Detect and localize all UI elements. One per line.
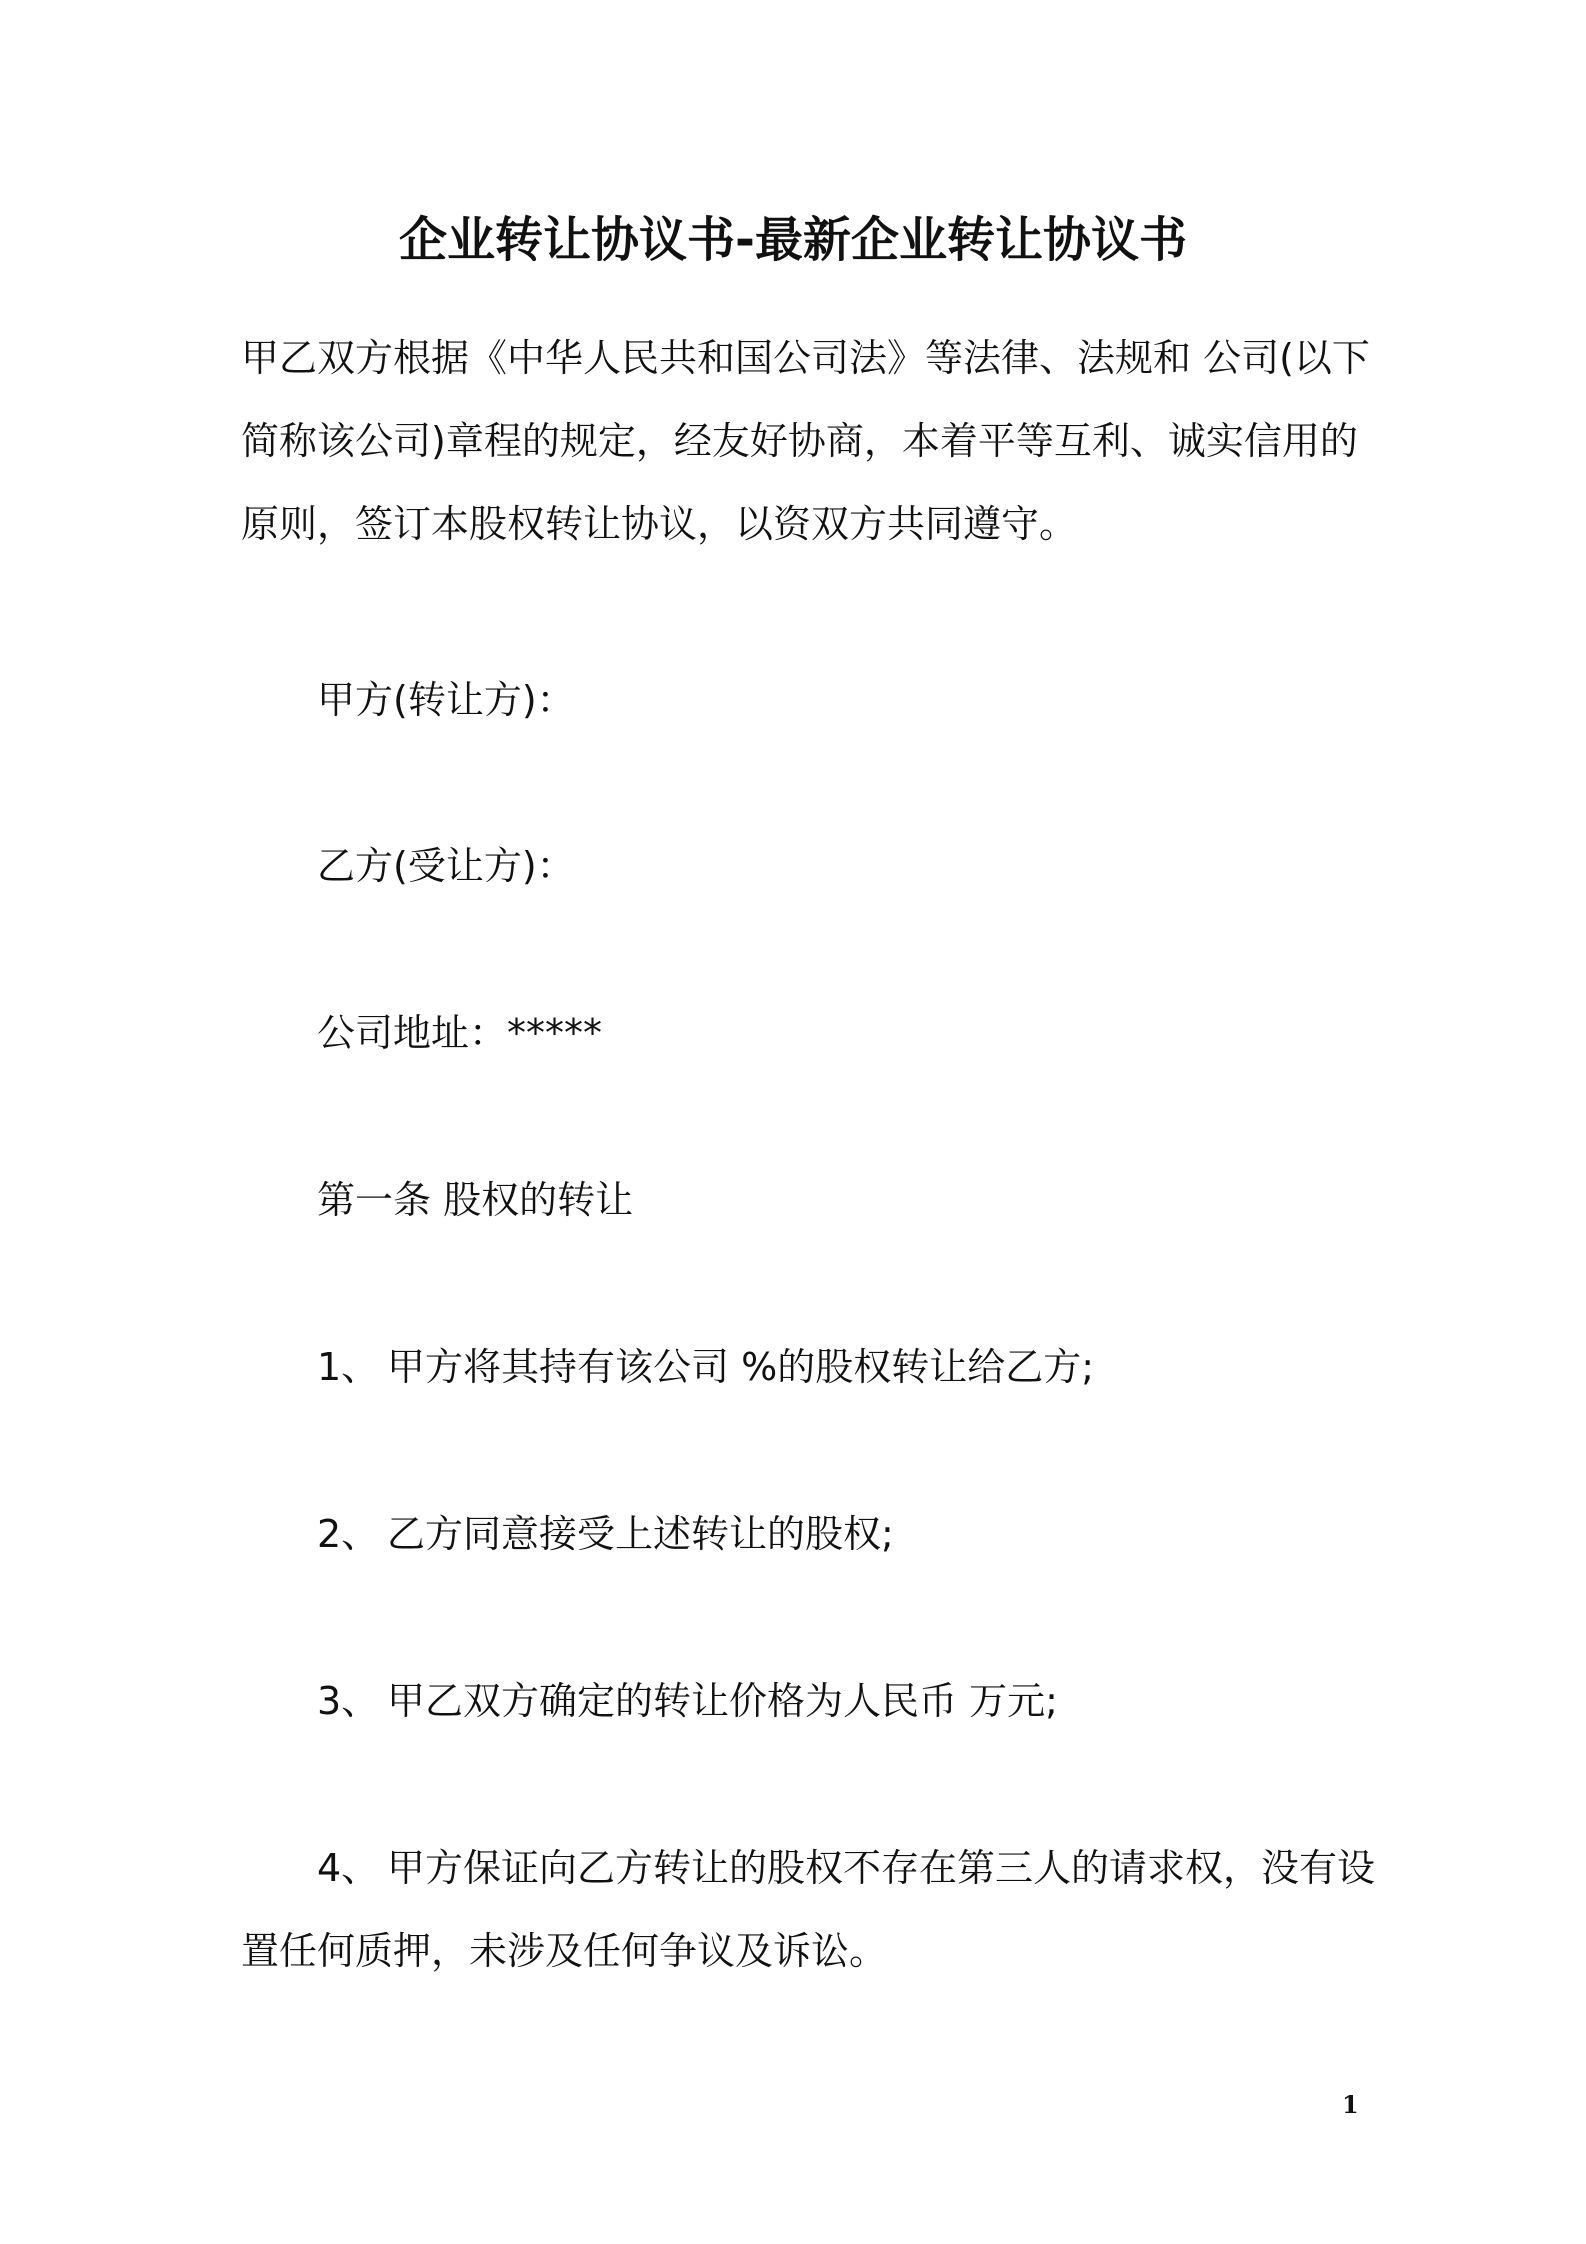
list-item — [317, 1838, 1375, 1898]
list-item-text: 甲方保证向乙方转让的股权不存在第三人的请求权，没有设 — [387, 1846, 1376, 1890]
intro-line-1: 甲乙双方根据《中华人民共和国公司法》等法律、法规和 公司(以下 — [241, 336, 1370, 380]
list-item-number: 1、 — [317, 1345, 380, 1389]
article-1-heading: 第一条 股权的转让 — [317, 1178, 634, 1222]
list-item — [317, 1671, 1058, 1731]
party-b-label: 乙方(受让方)： — [317, 844, 575, 888]
list-item — [317, 1337, 1094, 1397]
list-item-continuation: 置任何质押，未涉及任何争议及诉讼。 — [241, 1929, 888, 1973]
list-item-text: 甲乙双方确定的转让价格为人民币 万元; — [387, 1679, 1058, 1723]
party-a-label: 甲方(转让方)： — [317, 678, 575, 722]
intro-line-3: 原则，签订本股权转让协议，以资双方共同遵守。 — [241, 502, 1078, 546]
list-item — [317, 1504, 894, 1564]
company-address: 公司地址：***** — [317, 1011, 603, 1055]
page-number: 1 — [1342, 2090, 1359, 2119]
list-item-text: 甲方将其持有该公司 %的股权转让给乙方; — [387, 1345, 1094, 1389]
list-item-text: 乙方同意接受上述转让的股权; — [387, 1512, 894, 1556]
intro-line-2: 简称该公司)章程的规定，经友好协商，本着平等互利、诚实信用的 — [241, 419, 1358, 463]
list-item-number: 2、 — [317, 1512, 380, 1556]
list-item-number: 4、 — [317, 1846, 380, 1890]
list-item-number: 3、 — [317, 1679, 380, 1723]
document-title: 企业转让协议书-最新企业转让协议书 — [399, 212, 1187, 268]
